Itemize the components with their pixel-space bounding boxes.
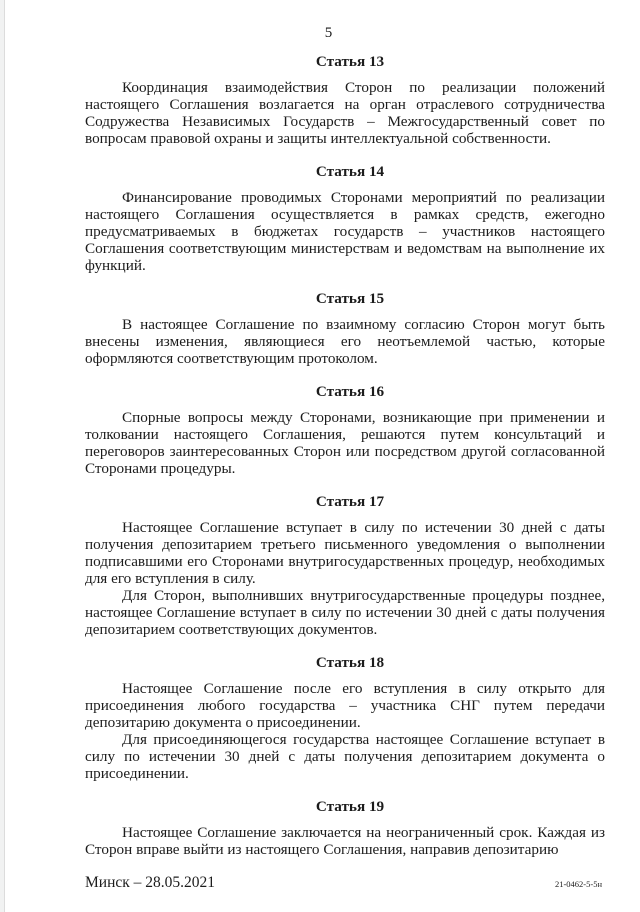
article-14 — [85, 163, 605, 274]
article-heading: Статья 15 — [315, 290, 385, 307]
article-paragraph: Финансирование проводимых Сторонами мероприятий по реализации настоящего Соглашения осуществляется в рамках средств, ежегодно предусматриваемых в бюджетах государств – участников настоящего Соглашения соответствующим министерствам и ведомствам на выполнение их функций. — [85, 189, 605, 274]
page-number: 5 — [324, 25, 333, 41]
article-15 — [85, 290, 605, 367]
article-paragraph: Координация взаимодействия Сторон по реализации положений настоящего Соглашения возлагается на орган отраслевого сотрудничества Содружества Независимых Государств – Межгосударственный совет по вопросам правовой охраны и защиты интеллектуальной собственности. — [85, 79, 605, 147]
article-heading: Статья 18 — [315, 654, 385, 671]
article-heading: Статья 17 — [315, 493, 385, 510]
document-page — [4, 0, 640, 912]
article-paragraph: Спорные вопросы между Сторонами, возникающие при применении и толковании настоящего Соглашения, решаются путем консультаций и переговоров заинтересованных Сторон или посредством другой согласованной Сторонами процедуры. — [85, 409, 605, 477]
footer-city-date: Минск – 28.05.2021 — [85, 874, 216, 891]
article-13 — [85, 53, 605, 147]
page-footer — [85, 874, 602, 892]
article-paragraph: Для присоединяющегося государства настоящее Соглашение вступает в силу по истечении 30 дней с даты получения депозитарием документа о присоединении. — [85, 731, 605, 782]
article-heading: Статья 16 — [315, 383, 385, 400]
article-heading: Статья 14 — [315, 163, 385, 180]
article-paragraph: В настоящее Соглашение по взаимному согласию Сторон могут быть внесены изменения, являющиеся его неотъемлемой частью, которые оформляются соответствующим протоколом. — [85, 316, 605, 367]
footer-doc-code: 21-0462-5-5н — [554, 879, 602, 889]
article-paragraph: Настоящее Соглашение заключается на неограниченный срок. Каждая из Сторон вправе выйти из настоящего Соглашения, направив депозитарию — [85, 824, 605, 858]
article-19 — [85, 798, 605, 858]
document-body — [85, 53, 605, 858]
article-17 — [85, 493, 605, 638]
article-paragraph: Настоящее Соглашение вступает в силу по истечении 30 дней с даты получения депозитарием третьего письменного уведомления о выполнении подписавшими его Сторонами внутригосударственных процедур, необходимых для его вступления в силу. — [85, 519, 605, 587]
article-heading: Статья 13 — [315, 53, 385, 70]
article-paragraph: Для Сторон, выполнивших внутригосударственные процедуры позднее, настоящее Соглашение вступает в силу по истечении 30 дней с даты получения депозитарием соответствующих документов. — [85, 587, 605, 638]
article-18 — [85, 654, 605, 782]
article-heading: Статья 19 — [315, 798, 385, 815]
article-16 — [85, 383, 605, 477]
article-paragraph: Настоящее Соглашение после его вступления в силу открыто для присоединения любого государства – участника СНГ путем передачи депозитарию документа о присоединении. — [85, 680, 605, 731]
